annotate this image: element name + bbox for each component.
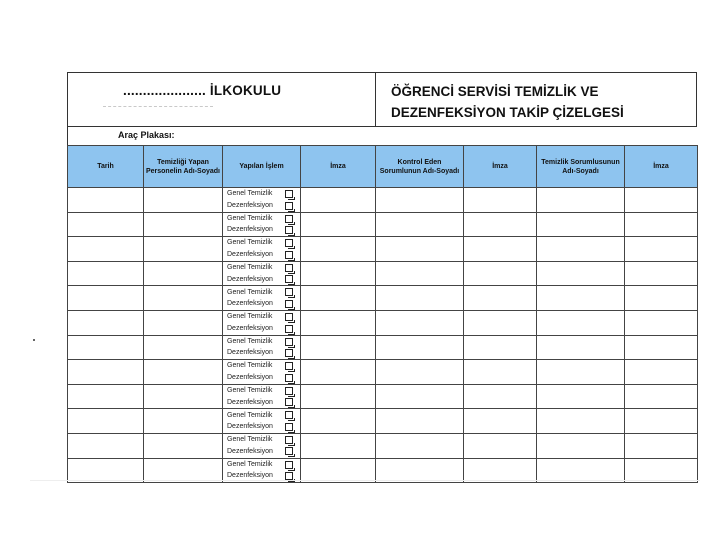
inspector-name-cell[interactable] [376,360,464,385]
col-signature-1: İmza [301,146,376,188]
cleaning-officer-cell[interactable] [537,458,625,483]
operation-cell [223,212,301,237]
operation-label: Genel Temizlik [227,313,273,321]
plate-label: Araç Plakası: [118,130,175,140]
cleaner-name-cell[interactable] [144,261,223,286]
operation-option [227,188,300,200]
table-row [68,458,698,483]
operation-option [227,446,300,458]
cleaner-name-cell[interactable] [144,433,223,458]
checkbox-icon[interactable] [285,349,293,357]
signature-cell[interactable] [301,384,376,409]
checkbox-icon[interactable] [285,362,293,370]
operation-label: Genel Temizlik [227,288,273,296]
signature-cell[interactable] [464,261,537,286]
signature-cell[interactable] [464,310,537,335]
checkbox-icon[interactable] [285,325,293,333]
checkbox-icon[interactable] [285,275,293,283]
title-line-1: ÖĞRENCİ SERVİSİ TEMİZLİK VE [391,84,599,99]
operation-cell [223,335,301,360]
inspector-name-cell[interactable] [376,433,464,458]
checkbox-icon[interactable] [285,447,293,455]
inspector-name-cell[interactable] [376,212,464,237]
cleaning-officer-cell[interactable] [537,212,625,237]
col-cleaner-name: Temizliği Yapan Personelin Adı-Soyadı [144,146,223,188]
operation-label: Dezenfeksiyon [227,447,273,455]
cleaning-officer-cell[interactable] [537,409,625,434]
cleaner-name-cell[interactable] [144,237,223,262]
table-row [68,433,698,458]
signature-cell[interactable] [301,335,376,360]
signature-cell[interactable] [464,188,537,213]
tracking-table [67,145,698,483]
cleaning-officer-cell[interactable] [537,188,625,213]
operation-label: Genel Temizlik [227,239,273,247]
checkbox-icon[interactable] [285,436,293,444]
operation-cell [223,261,301,286]
inspector-name-cell[interactable] [376,335,464,360]
stray-dot [33,339,35,341]
date-cell[interactable] [68,335,144,360]
faint-underline [103,106,213,107]
operation-option [227,237,300,249]
operation-option [227,336,300,348]
operation-option [227,397,300,409]
cleaning-officer-cell[interactable] [537,360,625,385]
checkbox-icon[interactable] [285,190,293,198]
date-cell[interactable] [68,188,144,213]
signature-cell[interactable] [625,433,698,458]
sheet-header [67,72,697,127]
operation-label: Dezenfeksiyon [227,201,273,209]
col-cleaning-officer-name: Temizlik Sorumlusunun Adı-Soyadı [537,146,625,188]
operation-label: Dezenfeksiyon [227,324,273,332]
operation-option [227,200,300,212]
table-row [68,261,698,286]
signature-cell[interactable] [301,310,376,335]
signature-cell[interactable] [464,335,537,360]
operation-option [227,410,300,422]
col-signature-2: İmza [464,146,537,188]
checkbox-icon[interactable] [285,264,293,272]
cleaner-name-cell[interactable] [144,286,223,311]
signature-cell[interactable] [625,335,698,360]
operation-cell [223,384,301,409]
date-cell[interactable] [68,384,144,409]
checkbox-icon[interactable] [285,374,293,382]
date-cell[interactable] [68,237,144,262]
date-cell[interactable] [68,409,144,434]
signature-cell[interactable] [301,212,376,237]
operation-option [227,434,300,446]
cleaning-officer-cell[interactable] [537,310,625,335]
operation-option [227,360,300,372]
cleaner-name-cell[interactable] [144,188,223,213]
cleaner-name-cell[interactable] [144,360,223,385]
checkbox-icon[interactable] [285,423,293,431]
operation-label: Dezenfeksiyon [227,398,273,406]
operation-cell [223,188,301,213]
inspector-name-cell[interactable] [376,286,464,311]
inspector-name-cell[interactable] [376,458,464,483]
inspector-name-cell[interactable] [376,384,464,409]
cleaning-officer-cell[interactable] [537,335,625,360]
operation-label: Dezenfeksiyon [227,226,273,234]
signature-cell[interactable] [464,409,537,434]
signature-cell[interactable] [464,360,537,385]
signature-cell[interactable] [464,458,537,483]
operation-label: Genel Temizlik [227,460,273,468]
page-edge-line [30,480,700,481]
cleaning-officer-cell[interactable] [537,237,625,262]
inspector-name-cell[interactable] [376,188,464,213]
operation-label: Genel Temizlik [227,264,273,272]
cleaner-name-cell[interactable] [144,409,223,434]
signature-cell[interactable] [464,212,537,237]
signature-cell[interactable] [625,188,698,213]
signature-cell[interactable] [625,458,698,483]
operation-label: Genel Temizlik [227,411,273,419]
signature-cell[interactable] [301,360,376,385]
operation-label: Dezenfeksiyon [227,423,273,431]
signature-cell[interactable] [625,237,698,262]
operation-label: Dezenfeksiyon [227,349,273,357]
checkbox-icon[interactable] [285,202,293,210]
table-row [68,237,698,262]
date-cell[interactable] [68,286,144,311]
school-cell [68,73,376,126]
cleaner-name-cell[interactable] [144,310,223,335]
checkbox-icon[interactable] [285,239,293,247]
checkbox-icon[interactable] [285,226,293,234]
signature-cell[interactable] [464,433,537,458]
operation-option [227,249,300,261]
cleaner-name-cell[interactable] [144,212,223,237]
signature-cell[interactable] [301,433,376,458]
table-row [68,335,698,360]
table-row [68,384,698,409]
signature-cell[interactable] [625,409,698,434]
table-row [68,212,698,237]
operation-option [227,262,300,274]
checkbox-icon[interactable] [285,251,293,259]
operation-label: Genel Temizlik [227,362,273,370]
signature-cell[interactable] [625,261,698,286]
operation-cell [223,237,301,262]
operation-label: Dezenfeksiyon [227,250,273,258]
operation-label: Dezenfeksiyon [227,373,273,381]
col-operation: Yapılan İşlem [223,146,301,188]
signature-cell[interactable] [625,360,698,385]
cleaning-officer-cell[interactable] [537,286,625,311]
checkbox-icon[interactable] [285,300,293,308]
checkbox-icon[interactable] [285,461,293,469]
date-cell[interactable] [68,360,144,385]
col-signature-3: İmza [625,146,698,188]
operation-option [227,385,300,397]
cleaner-name-cell[interactable] [144,458,223,483]
signature-cell[interactable] [301,261,376,286]
table-row [68,360,698,385]
signature-cell[interactable] [301,409,376,434]
checkbox-icon[interactable] [285,313,293,321]
signature-cell[interactable] [625,310,698,335]
table-row [68,188,698,213]
operation-label: Genel Temizlik [227,214,273,222]
checkbox-icon[interactable] [285,472,293,480]
signature-cell[interactable] [301,286,376,311]
inspector-name-cell[interactable] [376,261,464,286]
school-name: ..................... İLKOKULU [123,83,282,98]
operation-label: Dezenfeksiyon [227,300,273,308]
checkbox-icon[interactable] [285,411,293,419]
operation-cell [223,433,301,458]
inspector-name-cell[interactable] [376,237,464,262]
operation-option [227,421,300,433]
signature-cell[interactable] [301,237,376,262]
table-row [68,310,698,335]
operation-label: Genel Temizlik [227,190,273,198]
signature-cell[interactable] [464,237,537,262]
operation-option [227,372,300,384]
checkbox-icon[interactable] [285,215,293,223]
tracking-sheet [67,72,697,483]
signature-cell[interactable] [301,458,376,483]
operation-label: Genel Temizlik [227,337,273,345]
col-date: Tarih [68,146,144,188]
cleaner-name-cell[interactable] [144,384,223,409]
cleaning-officer-cell[interactable] [537,384,625,409]
cleaning-officer-cell[interactable] [537,433,625,458]
date-cell[interactable] [68,212,144,237]
operation-option [227,298,300,310]
operation-label: Genel Temizlik [227,436,273,444]
signature-cell[interactable] [464,286,537,311]
table-row [68,286,698,311]
cleaner-name-cell[interactable] [144,335,223,360]
operation-option [227,287,300,299]
operation-option [227,323,300,335]
date-cell[interactable] [68,261,144,286]
operation-cell [223,310,301,335]
col-inspector-name: Kontrol Eden Sorumlunun Adı-Soyadı [376,146,464,188]
sheet-title [376,73,696,126]
checkbox-icon[interactable] [285,398,293,406]
plate-row [67,127,697,145]
date-cell[interactable] [68,433,144,458]
title-line-2: DEZENFEKSİYON TAKİP ÇİZELGESİ [391,105,624,120]
checkbox-icon[interactable] [285,387,293,395]
operation-option [227,459,300,471]
signature-cell[interactable] [625,384,698,409]
table-row [68,409,698,434]
table-header-row [68,146,698,188]
operation-cell [223,286,301,311]
checkbox-icon[interactable] [285,338,293,346]
signature-cell[interactable] [464,384,537,409]
operation-option [227,274,300,286]
operation-option [227,213,300,225]
operation-label: Genel Temizlik [227,387,273,395]
operation-label: Dezenfeksiyon [227,275,273,283]
operation-option [227,347,300,359]
operation-cell [223,409,301,434]
signature-cell[interactable] [625,212,698,237]
date-cell[interactable] [68,310,144,335]
cleaning-officer-cell[interactable] [537,261,625,286]
date-cell[interactable] [68,458,144,483]
inspector-name-cell[interactable] [376,409,464,434]
operation-label: Dezenfeksiyon [227,472,273,480]
signature-cell[interactable] [301,188,376,213]
signature-cell[interactable] [625,286,698,311]
operation-cell [223,360,301,385]
operation-option [227,311,300,323]
inspector-name-cell[interactable] [376,310,464,335]
checkbox-icon[interactable] [285,288,293,296]
operation-option [227,224,300,236]
operation-cell [223,458,301,483]
